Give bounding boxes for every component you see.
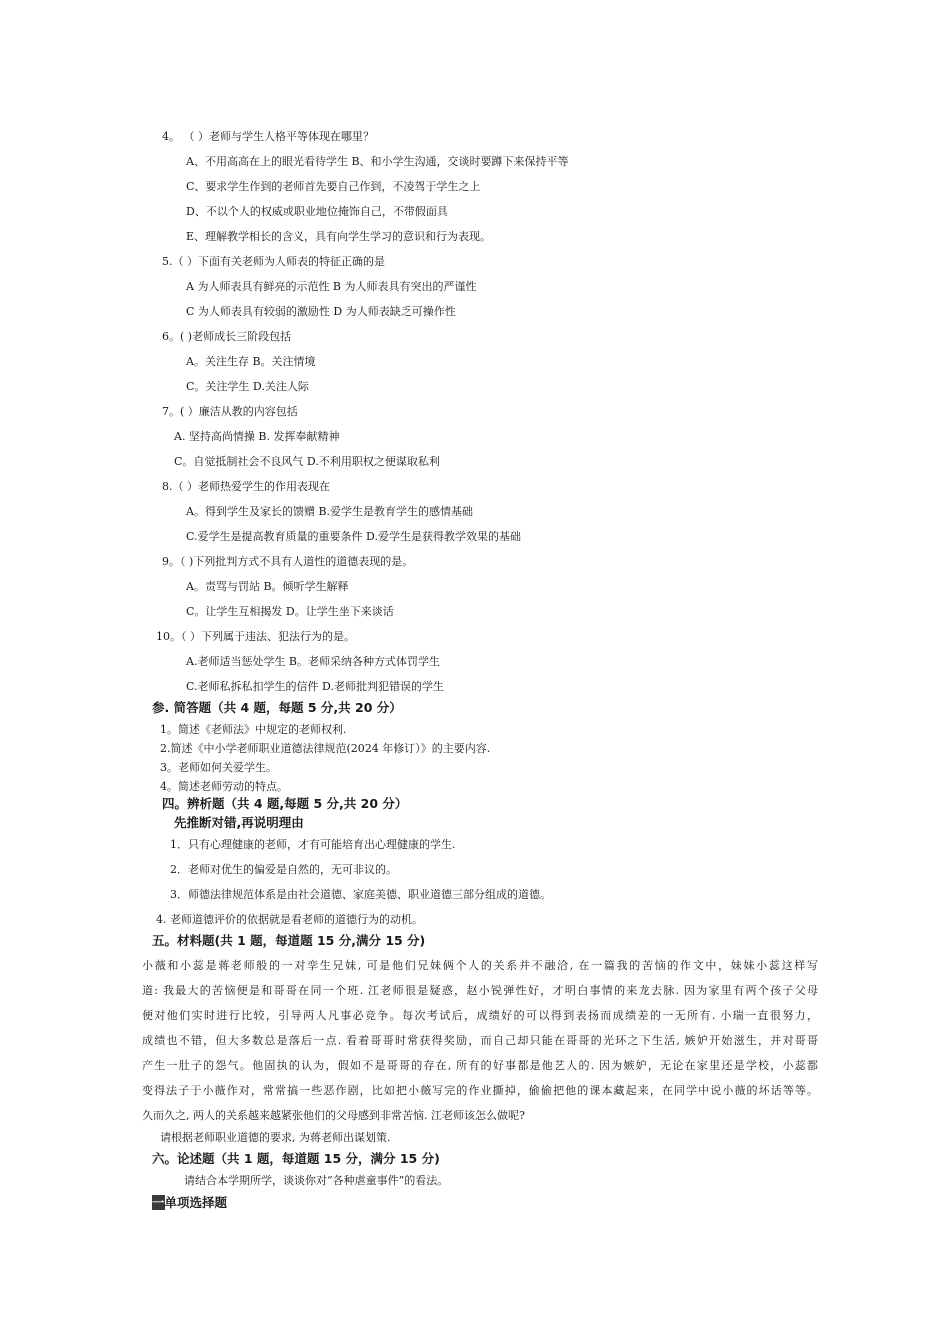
paragraph-line: 久而久之, 两人的关系越来越紧张他们的父母感到非常苦恼. 江老师该怎么做呢? bbox=[142, 1109, 525, 1122]
option-line: D、不以个人的权威或职业地位掩饰自己，不带假面具 bbox=[186, 205, 448, 218]
analysis-item: 3．师德法律规范体系是由社会道德、家庭美德、职业道德三部分组成的道德。 bbox=[170, 888, 551, 901]
option-line: A、不用高高在上的眼光看待学生 B、和小学生沟通，交谈时要蹲下来保持平等 bbox=[186, 155, 569, 168]
material-paragraph bbox=[142, 953, 818, 1128]
option-line: C。让学生互相揭发 D。让学生坐下来谈话 bbox=[186, 605, 394, 618]
option-line: E、理解教学相长的含义，具有向学生学习的意识和行为表现。 bbox=[186, 230, 492, 243]
option-line: A 为人师表具有鲜亮的示范性 B 为人师表具有突出的严谨性 bbox=[186, 280, 477, 293]
highlight-marker: 一 bbox=[152, 1195, 165, 1210]
section-heading-essay: 六。论述题（共 1 题，每道题 15 分，满分 15 分) bbox=[152, 1151, 440, 1166]
option-line: C.老师私拆私扣学生的信件 D.老师批判犯错误的学生 bbox=[186, 680, 444, 693]
option-line: C。关注学生 D.关注人际 bbox=[186, 380, 309, 393]
section-subheading: 先推断对错,再说明理由 bbox=[174, 815, 304, 830]
option-line: C 为人师表具有较弱的激励性 D 为人师表缺乏可操作性 bbox=[186, 305, 456, 318]
option-line: C.爱学生是提高教育质量的重要条件 D.爱学生是获得教学效果的基础 bbox=[186, 530, 521, 543]
question-7: 7。( ）廉洁从教的内容包括 bbox=[162, 405, 298, 418]
question-4: 4。 （ ）老师与学生人格平等体现在哪里？ bbox=[162, 130, 374, 143]
short-answer-item: 3。老师如何关爱学生。 bbox=[160, 761, 277, 774]
section-heading-material: 五。材料题(共 1 题，每道题 15 分,满分 15 分) bbox=[152, 933, 426, 948]
section-heading-analysis: 四。辨析题（共 4 题,每题 5 分,共 20 分） bbox=[162, 796, 408, 811]
section-heading-single-choice bbox=[152, 1196, 227, 1210]
question-9: 9。（ )下列批判方式不具有人道性的道德表现的是。 bbox=[162, 555, 414, 568]
short-answer-item: 2.简述《中小学老师职业道德法律规范(2024 年修订）》的主要内容. bbox=[160, 742, 491, 755]
section-heading-short-answer: 参. 简答题（共 4 题，每题 5 分,共 20 分） bbox=[152, 700, 402, 715]
essay-prompt: 请结合本学期所学，谈谈你对“各种虐童事件”的看法。 bbox=[184, 1174, 449, 1187]
paragraph-line: 产生一肚子的怨气。他固执的认为，假如不是哥哥的存在, 所有的好事都是他艺人的. 因为嫉妒，无论在家里还是学校，小蕊都 bbox=[142, 1059, 818, 1072]
paragraph-line: 便对他们实时进行比较，引导两人凡事必竞争。每次考试后，成绩好的可以得到表扬而成绩差的一无所有. 小瑞一直很努力， bbox=[142, 1009, 818, 1022]
analysis-item: 4. 老师道德评价的依据就是看老师的道德行为的动机。 bbox=[156, 913, 423, 926]
short-answer-item: 1。简述《老师法》中规定的老师权利. bbox=[160, 723, 347, 736]
paragraph-line: 小薇和小蕊是蒋老师般的一对孪生兄妹, 可是他们兄妹俩个人的关系并不融洽, 在一篇我的苦恼的作文中，妹妹小蕊这样写 bbox=[142, 959, 818, 972]
question-5: 5.（ ）下面有关老师为人师表的特征正确的是 bbox=[162, 255, 385, 268]
short-answer-item: 4。简述老师劳动的特点。 bbox=[160, 780, 288, 793]
option-line: C。自觉抵制社会不良风气 D.不利用职权之便谋取私利 bbox=[174, 455, 440, 468]
option-line: A.老师适当惩处学生 B。老师采纳各种方式体罚学生 bbox=[186, 655, 441, 668]
material-prompt: 请根据老师职业道德的要求, 为蒋老师出谋划策. bbox=[160, 1131, 391, 1144]
analysis-item: 2．老师对优生的偏爱是自然的，无可非议的。 bbox=[170, 863, 397, 876]
option-line: A。得到学生及家长的馈赠 B.爱学生是教育学生的感情基础 bbox=[186, 505, 474, 518]
question-10: 10。（ ）下列属于违法、犯法行为的是。 bbox=[156, 630, 355, 643]
paragraph-line: 变得法子于小薇作对，常常搞一些恶作剧，比如把小薇写完的作业撕掉，偷偷把他的课本藏起来，在同学中说小薇的坏话等等。 bbox=[142, 1084, 818, 1097]
option-line: A。责骂与罚站 B。倾听学生解释 bbox=[186, 580, 349, 593]
single-choice-label: 单项选择题 bbox=[164, 1195, 228, 1210]
paragraph-line: 成绩也不错，但大多数总是落后一点. 看着哥哥时常获得奖励，而自己却只能在哥哥的光环之下生活, 嫉妒开始滋生，并对哥哥 bbox=[142, 1034, 818, 1047]
analysis-item: 1．只有心理健康的老师，才有可能培育出心理健康的学生. bbox=[170, 838, 456, 851]
option-line: A。关注生存 B。关注情境 bbox=[186, 355, 316, 368]
option-line: C、要求学生作到的老师首先要自己作到，不凌驾于学生之上 bbox=[186, 180, 481, 193]
question-6: 6。( )老师成长三阶段包括 bbox=[162, 330, 292, 343]
paragraph-line: 道: 我最大的苦恼便是和哥哥在同一个班. 江老师很是疑惑，赵小锐弹性好，才明白事情的来龙去脉. 因为家里有两个孩子父母 bbox=[142, 984, 818, 997]
option-line: A. 坚持高尚情操 B. 发挥奉献精神 bbox=[174, 430, 340, 443]
question-8: 8.（ ）老师热爱学生的作用表现在 bbox=[162, 480, 330, 493]
